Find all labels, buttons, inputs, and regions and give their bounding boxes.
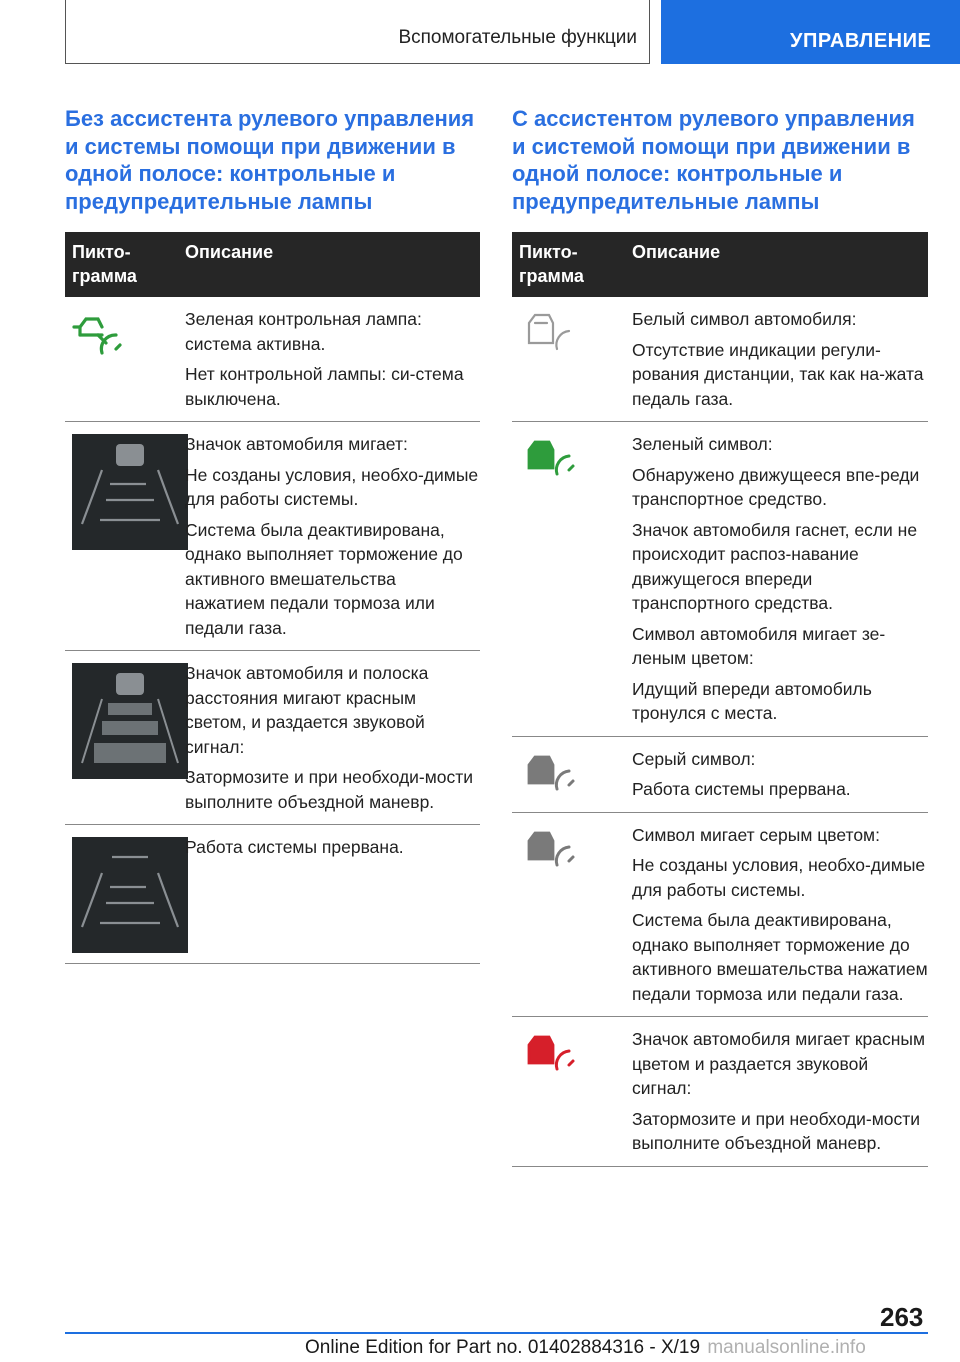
header-section-box: [65, 0, 650, 64]
table-row: [512, 813, 928, 1018]
right-col-description-header: Описание: [632, 242, 721, 262]
left-section-title: Без ассистента рулевого управления и системы помощи при движении в одной полосе: контрольные и предупредительные лампы: [65, 106, 475, 214]
row-text: Символ мигает серым цветом:: [632, 824, 880, 845]
car-steering-gray-blinking-icon: [519, 825, 579, 875]
footer-edition-text: Online Edition for Part no. 01402884316 - X/19: [305, 1337, 701, 1358]
row-text: Серый символ:: [632, 748, 756, 769]
row-text: Зеленый символ:: [632, 434, 773, 454]
steering-assist-green-icon: [72, 309, 132, 359]
footer-edition: [305, 1337, 866, 1359]
table-row: [512, 737, 928, 813]
header-chapter-tab: УПРАВЛЕНИЕ: [661, 0, 960, 64]
table-row: [65, 297, 480, 422]
row-text: Работа системы прервана.: [632, 779, 851, 799]
table-row: [65, 422, 480, 651]
car-steering-white-icon: [519, 309, 579, 359]
row-text: Обнаружено движущееся впе-реди транспортное средство.: [632, 464, 920, 509]
table-row: [65, 825, 480, 964]
row-text: Значок автомобиля гаснет, если не происходит распоз-навание движущегося впереди транспортного средства.: [632, 519, 918, 613]
row-text: Система была деактивирована, однако выполняет торможение до активного вмешательства нажатием педали тормоза или педали газа.: [185, 519, 463, 638]
row-text: Значок автомобиля и полоска расстояния мигают красным светом, и раздается звуковой сигнал:: [185, 663, 429, 757]
right-section-title: С ассистентом рулевого управления и системой помощи при движении в одной полосе: контрольные и предупредительные лампы: [512, 106, 915, 214]
road-car-gray-blinking-image: [72, 434, 188, 550]
left-col-description-header: Описание: [185, 242, 274, 262]
row-text: Зеленая контрольная лампа: система активна.: [185, 309, 422, 354]
road-car-distance-bars-image: [72, 663, 188, 779]
row-text: Не созданы условия, необхо-димые для работы системы.: [185, 464, 479, 509]
row-text: Значок автомобиля мигает:: [185, 434, 408, 454]
row-text: Белый символ автомобиля:: [632, 309, 857, 329]
right-table-header: [512, 232, 928, 297]
row-text: Значок автомобиля мигает красным цветом и раздается звуковой сигнал:: [632, 1029, 925, 1098]
row-text: Работа системы прервана.: [185, 837, 404, 857]
road-empty-image: [72, 837, 188, 953]
row-text: Символ автомобиля мигает зе-леным цветом:: [632, 623, 886, 668]
right-col-pictogram-header: Пикто-грамма: [519, 242, 584, 286]
left-col-pictogram-header: Пикто-грамма: [72, 242, 137, 286]
header-section-title: Вспомогательные функции: [398, 27, 637, 48]
car-steering-red-icon: [519, 1029, 579, 1079]
left-column: [65, 105, 480, 964]
row-text: Не созданы условия, необхо-димые для работы системы.: [632, 855, 926, 900]
row-text: Система была деактивирована, однако выполняет торможение до активного вмешательства нажатием педали тормоза или педали газа.: [632, 910, 928, 1004]
row-text: Затормозите и при необходи-мости выполните объездной маневр.: [632, 1108, 921, 1153]
table-row: [512, 1017, 928, 1167]
car-steering-green-icon: [519, 434, 579, 484]
footer-rule: [65, 1332, 928, 1334]
table-row: [512, 422, 928, 737]
row-text: Затормозите и при необходи-мости выполните объездной маневр.: [185, 767, 474, 812]
watermark: manualsonline.info: [707, 1337, 866, 1358]
left-table-header: [65, 232, 480, 297]
table-row: [65, 651, 480, 825]
row-text: Нет контрольной лампы: си-стема выключена.: [185, 364, 464, 409]
car-steering-gray-icon: [519, 749, 579, 799]
right-column: [512, 105, 928, 1167]
row-text: Отсутствие индикации регули-рования дистанции, так как на-жата педаль газа.: [632, 339, 924, 409]
row-text: Идущий впереди автомобиль тронулся с места.: [632, 678, 872, 723]
table-row: [512, 297, 928, 422]
page-number: 263: [880, 1302, 924, 1332]
